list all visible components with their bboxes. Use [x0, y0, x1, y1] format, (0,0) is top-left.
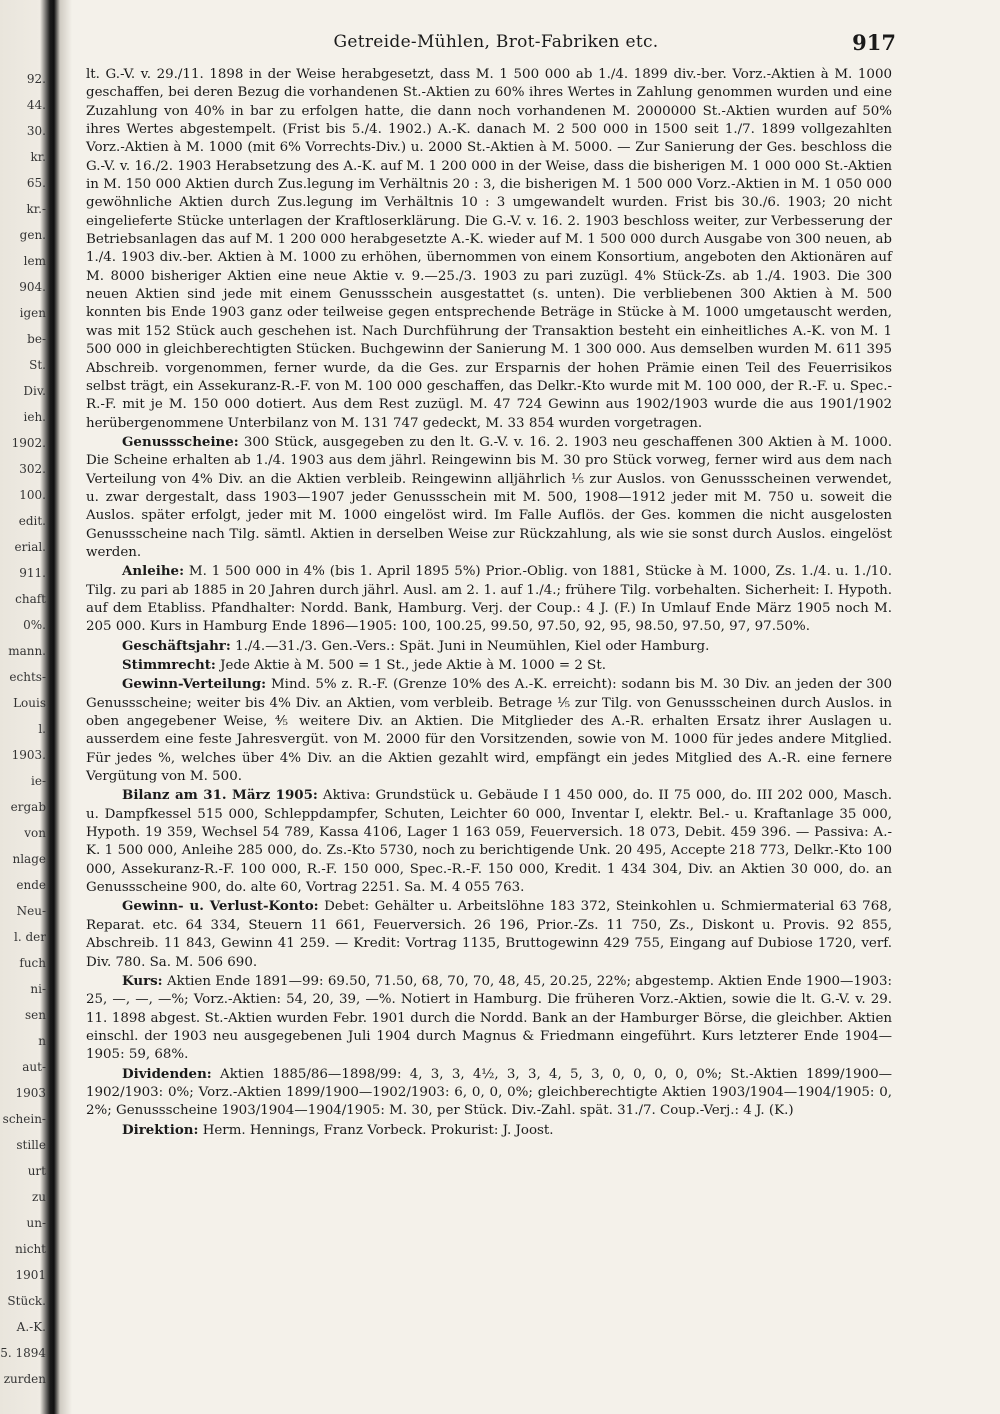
margin-fragment: 1903.	[11, 748, 46, 762]
paragraph	[86, 1065, 892, 1121]
paragraph	[86, 972, 892, 1065]
margin-fragment: l.	[38, 722, 46, 736]
section-term: Stimmrecht:	[122, 657, 216, 673]
margin-fragment: 904.	[19, 280, 46, 294]
paragraph-text: Aktien 1885/86—1898/99: 4, 3, 3, 4½, 3, 3, 4, 5, 3, 0, 0, 0, 0, 0%; St.-Aktien 1899/1900—1902/1903: 0%; Vorz.-Aktien 1899/1900—1902/1903: 6, 0, 0, 0%; gleichberechtigte Aktien 1903/1904—1904/1905: 0, 2%; Genussscheine 1903/1904—1904/1905: M. 30, per Stück. Div.-Zahl. spät. 31./7. Coup.-Verj.: 4 J. (K.)	[86, 1066, 892, 1119]
margin-fragment: l. der	[14, 930, 46, 944]
margin-fragment: 65.	[26, 176, 46, 190]
paragraph-text: M. 1 500 000 in 4% (bis 1. April 1895 5%) Prior.-Oblig. von 1881, Stücke à M. 1000, Zs. 1./4. u. 1./10. Tilg. zu pari ab 1885 in 20 Jahren durch jährl. Ausl. am 2. 1. auf 1./4.; frühere Tilg. vorbehalten. Sicherheit: I. Hypoth. auf dem Etabliss. Pfandhalter: Nordd. Bank, Hamburg. Verj. der Coup.: 4 J. (F.) In Umlauf Ende März 1905 noch M. 205 000. Kurs in Hamburg Ende 1896—1905: 100, 100.25, 99.50, 97.50, 92, 95, 98.50, 97.50, 97, 97.50%.	[86, 564, 892, 635]
margin-fragment: fuch	[19, 956, 46, 970]
page-header	[96, 32, 896, 56]
margin-fragment: A.-K.	[16, 1320, 46, 1334]
paragraph-text: 300 Stück, ausgegeben zu den lt. G.-V. v. 16. 2. 1903 neu geschaffenen 300 Aktien à M. 1000. Die Scheine erhalten ab 1./4. 1903 aus dem jährl. Reingewinn bis M. 30 pro Stück vorweg, ferner wird aus dem nach Verteilung von 4% Div. an die Aktien verbleib. Reingewinn alljährlich ⅕ zur Auslos. von Genussscheinen verwendet, u. zwar dergestalt, dass 1903—1907 jeder Genussschein mit M. 500, 1908—1912 jeder mit M. 750 u. soweit die Auslos. später erfolgt, jeder mit M. 1000 eingelöst wird. Im Falle Auflös. der Ges. kommen die nicht ausgelosten Genussscheine nach Tilg. sämtl. Aktien in derselben Weise zur Rückzahlung, als wie sie sonst durch Auslos. eingelöst werden.	[86, 434, 892, 560]
margin-fragment: 911.	[19, 566, 46, 580]
paragraph	[86, 433, 892, 562]
margin-fragment: erial.	[14, 540, 46, 554]
margin-fragment: kr.-	[26, 202, 46, 216]
margin-fragment: 92.	[26, 72, 46, 86]
paragraph	[86, 786, 892, 897]
running-title: Getreide-Mühlen, Brot-Fabriken etc.	[333, 32, 659, 52]
section-term: Gewinn-Verteilung:	[122, 676, 267, 693]
section-term: Genussscheine:	[122, 433, 239, 450]
paragraph-text: Aktiva: Grundstück u. Gebäude I 1 450 000, do. II 75 000, do. III 202 000, Masch. u. Dampfkessel 515 000, Schleppdampfer, Schuten, Leichter 60 000, Inventar I, elektr. Bel.- u. Kraftanlage 35 000, Hypoth. 19 359, Wechsel 54 789, Kassa 4106, Lager 1 163 059, Feuerversich. 18 073, Debit. 459 396. — Passiva: A.-K. 1 500 000, Anleihe 285 000, do. Zs.-Kto 5730, noch zu berichtigende Unk. 20 495, Accepte 218 773, Delkr.-Kto 100 000, Assekuranz-R.-F. 100 000, R.-F. 150 000, Spec.-R.-F. 150 000, Kredit. 1 434 304, Div. an Aktien 30 000, do. an Genussscheine 900, do. alte 60, Vortrag 2251. Sa. M. 4 055 763.	[86, 788, 892, 896]
margin-fragment: schein-	[2, 1112, 46, 1126]
margin-fragment: 1902.	[11, 436, 46, 450]
section-term: Direktion:	[122, 1121, 199, 1138]
margin-fragment: 302.	[19, 462, 46, 476]
section-term: Geschäftsjahr:	[122, 637, 231, 654]
paragraph	[86, 66, 892, 433]
margin-fragment: 30.	[26, 124, 46, 138]
margin-fragment: ergab	[10, 800, 46, 814]
margin-fragment: ieh.	[23, 410, 46, 424]
adjacent-page-margin	[0, 70, 46, 1396]
margin-fragment: urt	[27, 1164, 46, 1178]
section-term: Bilanz am 31. März 1905:	[122, 787, 318, 804]
paragraph	[86, 675, 892, 786]
margin-fragment: ie-	[31, 774, 46, 788]
section-term: Gewinn- u. Verlust-Konto:	[122, 898, 319, 915]
paragraph-text: Debet: Gehälter u. Arbeitslöhne 183 372, Steinkohlen u. Schmiermaterial 63 768, Reparat. etc. 64 334, Steuern 11 661, Feuerversich. 26 196, Prior.-Zs. 11 750, Zs., Diskont u. Provis. 92 855, Abschreib. 11 843, Gewinn 41 259. — Kredit: Vortrag 1135, Bruttogewinn 429 755, Eingang auf Dubiose 1720, verf. Div. 780. Sa. M. 506 690.	[86, 899, 893, 970]
margin-fragment: Div.	[23, 384, 46, 398]
margin-fragment: nlage	[12, 852, 46, 866]
margin-fragment: lem	[23, 254, 46, 268]
margin-fragment: 1901	[15, 1268, 46, 1282]
margin-fragment: 44.	[26, 98, 46, 112]
margin-fragment: kr.	[30, 150, 46, 164]
paragraph-text: lt. G.-V. v. 29./11. 1898 in der Weise herabgesetzt, dass M. 1 500 000 ab 1./4. 1899 div.-ber. Vorz.-Aktien à M. 1000 geschaffen, bei deren Bezug die vorhandenen St.-Aktien zu 60% ihres Wertes in Zahlung genommen wurden und eine Zuzahlung von 40% in bar zu erfolgen hatte, die dann noch vorhandenen M. 2000000 St.-Aktien wurden auf 50% ihres Wertes abgestempelt. (Frist bis 5./4. 1902.) A.-K. danach M. 2 500 000 in 1500 seit 1./7. 1899 vollgezahlten Vorz.-Aktien à M. 1000 (mit 6% Vorrechts-Div.) u. 2000 St.-Aktien à M. 5000. — Zur Sanierung der Ges. beschloss die G.-V. v. 16./2. 1903 Herabsetzung des A.-K. auf M. 1 200 000 in der Weise, dass die bisherigen M. 1 000 000 St.-Aktien in M. 150 000 Aktien durch Zus.legung im Verhältnis 20 : 3, die bisherigen M. 1 500 000 Vorz.-Aktien in M. 1 050 000 gewöhnliche Aktien durch Zus.legung im Verhältnis 10 : 3 umgewandelt wurden. Frist bis 30./6. 1903; 20 nicht eingelieferte Stücke unterlagen der Kraftloserklärung. Die G.-V. v. 16. 2. 1903 beschloss weiter, zur Verbesserung der Betriebsanlagen das auf M. 1 200 000 herabgesetzte A.-K. wieder auf M. 1 500 000 durch Ausgabe von 300 neuen, ab 1./4. 1903 div.-ber. Aktien à M. 1000 zu erhöhen, übernommen von einem Konsortium, angeboten den Aktionären auf M. 8000 bisheriger Aktien eine neue Aktie v. 9.—25./3. 1903 zu pari zuzügl. 4% Stück-Zs. ab 1./4. 1903. Die 300 neuen Aktien sind jede mit einem Genussschein ausgestattet (s. unten). Die verbliebenen 300 Aktien à M. 500 konnten bis Ende 1903 ganz oder teilweise gegen entsprechende Beträge in Stücke à M. 1000 umgetauscht werden, was mit 152 Stück auch geschehen ist. Nach Durchführung der Transaktion besteht ein einheitliches A.-K. von M. 1 500 000 in gleichberechtigten Stücken. Buchgewinn der Sanierung M. 1 300 000. Aus demselben wurden M. 611 395 Abschreib. vorgenommen, ferner wurde, da die Ges. zur Ersparnis der hohen Prämie einen Teil des Feuerrisikos selbst trägt, ein Assekuranz-R.-F. von M. 100 000 geschaffen, das Delkr.-Kto wurde mit M. 100 000, der R.-F. u. Spec.-R.-F. mit je M. 150 000 dotiert. Aus dem Rest zuzügl. M. 47 724 Gewinn aus 1902/1903 wurde die aus 1901/1902 herübergenommene Unterbilanz von M. 131 747 gedeckt, M. 33 854 wurden vorgetragen.	[86, 67, 892, 431]
margin-fragment: Stück.	[7, 1294, 46, 1308]
paragraph-text: Jede Aktie à M. 500 = 1 St., jede Aktie à M. 1000 = 2 St.	[220, 658, 606, 673]
section-term: Dividenden:	[122, 1065, 212, 1082]
margin-fragment: ni-	[30, 982, 46, 996]
paragraph-text: Herm. Hennings, Franz Vorbeck. Prokurist: J. Joost.	[202, 1122, 554, 1138]
margin-fragment: Louis	[13, 696, 46, 710]
margin-fragment: St.	[29, 358, 46, 372]
margin-fragment: 100.	[19, 488, 46, 502]
page-body	[86, 66, 892, 1140]
margin-fragment: ende	[16, 878, 46, 892]
section-term: Kurs:	[122, 972, 163, 989]
paragraph	[86, 1121, 892, 1140]
margin-fragment: zurden	[3, 1372, 46, 1386]
margin-fragment: stille	[16, 1138, 46, 1152]
margin-fragment: nicht	[15, 1242, 46, 1256]
margin-fragment: igen	[19, 306, 46, 320]
paragraph-text: Mind. 5% z. R.-F. (Grenze 10% des A.-K. erreicht): sodann bis M. 30 Div. an jeden der 300 Genussscheine; weiter bis 4% Div. an Aktien, vom verbleib. Betrage ⅕ zur Tilg. von Genussscheinen durch Auslos. in oben angegebener Weise, ⅘ weitere Div. an Aktien. Die Mitglieder des A.-R. erhalten Ersatz ihrer Auslagen u. ausserdem eine feste Jahresvergüt. von M. 2000 für den Vorsitzenden, sowie von M. 1000 für jedes andere Mitglied. Für jedes %, welches über 4% Div. an die Aktien gezahlt wird, empfängt ein jedes Mitglied des A.-R. eine fernere Vergütung von M. 500.	[86, 677, 892, 785]
paragraph	[86, 897, 892, 971]
section-term: Anleihe:	[122, 563, 185, 580]
margin-fragment: aut-	[22, 1060, 46, 1074]
margin-fragment: be-	[27, 332, 46, 346]
margin-fragment: 5. 1894	[0, 1346, 46, 1360]
paragraph-text: 1./4.—31./3. Gen.-Vers.: Spät. Juni in Neumühlen, Kiel oder Hamburg.	[235, 638, 710, 654]
margin-fragment: echts-	[9, 670, 46, 684]
margin-fragment: 0%.	[23, 618, 46, 632]
margin-fragment: Neu-	[16, 904, 46, 918]
margin-fragment: gen.	[19, 228, 46, 242]
margin-fragment: n	[38, 1034, 46, 1048]
margin-fragment: chaft	[15, 592, 46, 606]
margin-fragment: zu	[31, 1190, 46, 1204]
paragraph	[86, 637, 892, 656]
paragraph	[86, 656, 892, 675]
paragraph	[86, 562, 892, 636]
margin-fragment: un-	[26, 1216, 46, 1230]
margin-fragment: von	[24, 826, 46, 840]
margin-fragment: sen	[25, 1008, 46, 1022]
margin-fragment: edit.	[18, 514, 46, 528]
page-number: 917	[852, 30, 896, 55]
paragraph-text: Aktien Ende 1891—99: 69.50, 71.50, 68, 70, 70, 48, 45, 20.25, 22%; abgestemp. Aktien Ende 1900—1903: 25, —, —, —%; Vorz.-Aktien: 54, 20, 39, —%. Notiert in Hamburg. Die früheren Vorz.-Aktien, sowie die lt. G.-V. v. 29. 11. 1898 abgest. St.-Aktien wurden Febr. 1901 durch die Nordd. Bank an der Hamburger Börse, die gleichber. Aktien einschl. der 1903 neu ausgegebenen Juli 1904 durch Magnus & Friedmann eingeführt. Kurs letzterer Ende 1904—1905: 59, 68%.	[86, 973, 892, 1063]
margin-fragment: mann.	[8, 644, 46, 658]
margin-fragment: 1903	[15, 1086, 46, 1100]
